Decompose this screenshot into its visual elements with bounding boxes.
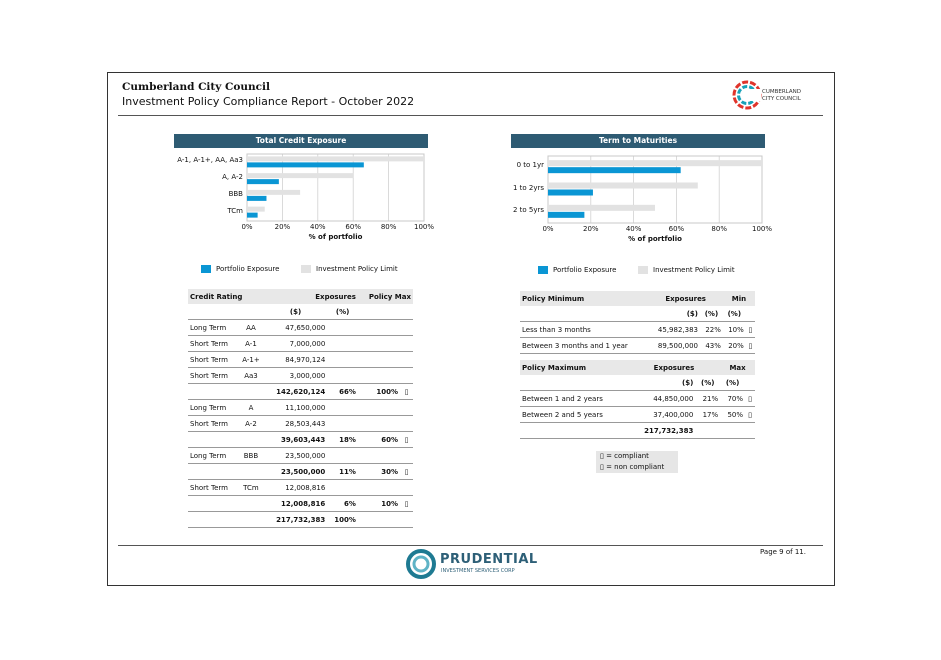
term-cell (188, 432, 238, 448)
credit-chart-title: Total Credit Exposure (174, 134, 428, 148)
col-policy-max: Policy Max (358, 289, 413, 304)
max-cell (358, 352, 400, 368)
legend-exposure-label: Portfolio Exposure (216, 265, 280, 273)
legend-limit-label: Investment Policy Limit (316, 265, 398, 273)
amount-cell: 3,000,000 (264, 368, 327, 384)
category-label: 2 to 5yrs (512, 205, 544, 214)
x-tick-label: 100% (413, 223, 434, 231)
table-row (188, 336, 413, 352)
term-label: Between 3 months and 1 year (520, 338, 648, 354)
term-cell: Long Term (188, 320, 238, 336)
bar-portfolio-exposure (247, 162, 364, 167)
compliance-mark (400, 512, 413, 528)
category-label: A-1, A-1+, AA, Aa3 (177, 156, 243, 165)
amount-cell: 84,970,124 (264, 352, 327, 368)
max-cell (358, 400, 400, 416)
pct-cell: 21% (695, 391, 720, 407)
x-tick-label: 20% (583, 225, 599, 233)
compliance-mark: ▯ (746, 338, 755, 354)
term-cell: Short Term (188, 368, 238, 384)
table-subheader-row (188, 304, 413, 320)
max-cell (358, 512, 400, 528)
policy-maximum-table (520, 360, 755, 439)
pct-cell: 66% (327, 384, 358, 400)
term-cell (188, 464, 238, 480)
bar-policy-limit (548, 205, 655, 211)
mark-cell (745, 423, 755, 439)
bar-portfolio-exposure (548, 212, 584, 218)
bar-policy-limit (247, 190, 300, 195)
mark-cell (400, 448, 413, 464)
rating-cell (238, 384, 264, 400)
x-tick-label: 40% (310, 223, 326, 231)
table-row (188, 320, 413, 336)
pct-cell (327, 480, 358, 496)
x-axis-label: % of portfolio (308, 233, 363, 241)
bar-policy-limit (247, 207, 265, 212)
col-policy-minimum: Policy Minimum (520, 291, 648, 306)
rating-cell: TCm (238, 480, 264, 496)
term-cell: Long Term (188, 448, 238, 464)
table-row (188, 416, 413, 432)
subtotal-row (188, 432, 413, 448)
prudential-logo (406, 549, 546, 579)
table-header-row (188, 289, 413, 304)
x-tick-label: 40% (625, 225, 642, 233)
table-row (188, 352, 413, 368)
subtotal-row (188, 496, 413, 512)
policy-minimum-table (520, 291, 755, 354)
rating-cell: AA (238, 320, 264, 336)
mark-cell (400, 336, 413, 352)
bar-portfolio-exposure (247, 179, 279, 184)
col-exposures: Exposures (264, 289, 358, 304)
report-page (107, 72, 835, 586)
term-label: Less than 3 months (520, 322, 648, 338)
compliance-key (596, 451, 678, 473)
subtotal-row (188, 384, 413, 400)
limit-cell: 10% (723, 322, 746, 338)
x-tick-label: 60% (668, 225, 685, 233)
pct-cell: 18% (327, 432, 358, 448)
max-cell (358, 368, 400, 384)
table-row (188, 368, 413, 384)
category-label: BBB (228, 189, 243, 198)
mark-cell (400, 320, 413, 336)
col-amount-unit: ($) (264, 304, 327, 320)
compliance-mark: ▯ (400, 464, 413, 480)
min-sub-pct: (%) (700, 306, 723, 322)
bar-policy-limit (247, 156, 424, 161)
amount-cell: 217,732,383 (628, 423, 696, 439)
bar-policy-limit (548, 160, 762, 166)
max-header-row (520, 360, 755, 375)
max-cell (358, 416, 400, 432)
amount-cell: 7,000,000 (264, 336, 327, 352)
limit-cell (720, 423, 745, 439)
bar-portfolio-exposure (247, 213, 258, 218)
table-row (520, 338, 755, 354)
maturity-chart-title: Term to Maturities (511, 134, 765, 148)
x-tick-label: 0% (241, 223, 253, 231)
term-cell: Short Term (188, 336, 238, 352)
rating-cell: A (238, 400, 264, 416)
bar-portfolio-exposure (247, 196, 266, 201)
x-tick-label: 0% (542, 225, 554, 233)
term-cell (188, 512, 238, 528)
x-tick-label: 100% (751, 225, 772, 233)
table-row (520, 391, 755, 407)
term-cell (188, 384, 238, 400)
max-sub-amount: ($) (628, 375, 696, 391)
compliance-mark: ▯ (400, 496, 413, 512)
limit-cell: 50% (720, 407, 745, 423)
mark-cell (400, 416, 413, 432)
subtotal-row (188, 464, 413, 480)
amount-cell: 47,650,000 (264, 320, 327, 336)
term-label (520, 423, 628, 439)
prudential-sub: INVESTMENT SERVICES CORP (441, 568, 515, 574)
term-cell: Short Term (188, 352, 238, 368)
max-sub-limit: (%) (720, 375, 745, 391)
pct-cell: 100% (327, 512, 358, 528)
category-label: 0 to 1yr (516, 161, 544, 170)
prudential-name: PRUDENTIAL (440, 552, 538, 567)
key-non-compliant: ▯ = non compliant (600, 463, 665, 471)
pct-cell (327, 352, 358, 368)
legend-exposure-swatch (201, 265, 211, 273)
chart-svg-1 (548, 156, 763, 226)
page-number: Page 9 of 11. (760, 548, 806, 556)
pct-cell: 11% (327, 464, 358, 480)
table-row (520, 407, 755, 423)
table-row (520, 322, 755, 338)
council-logo (732, 79, 802, 113)
max-sub-pct: (%) (695, 375, 720, 391)
term-label: Between 1 and 2 years (520, 391, 628, 407)
col-credit-rating: Credit Rating (188, 289, 264, 304)
pct-cell (327, 400, 358, 416)
rating-cell (238, 464, 264, 480)
min-sub-amount: ($) (648, 306, 700, 322)
col-min-exposures: Exposures (648, 291, 722, 306)
legend-exposure-label-2: Portfolio Exposure (553, 266, 617, 274)
pct-cell (327, 336, 358, 352)
report-subtitle: Investment Policy Compliance Report - October 2022 (122, 95, 415, 108)
category-label: TCm (227, 206, 243, 215)
col-min: Min (723, 291, 755, 306)
rating-cell (238, 496, 264, 512)
legend-exposure-swatch-2 (538, 266, 548, 274)
rating-cell: A-1+ (238, 352, 264, 368)
bar-policy-limit (548, 183, 698, 189)
max-cell: 60% (358, 432, 400, 448)
category-label: 1 to 2yrs (512, 183, 544, 192)
amount-cell: 23,500,000 (264, 464, 327, 480)
amount-cell: 23,500,000 (264, 448, 327, 464)
pct-cell: 6% (327, 496, 358, 512)
amount-cell: 217,732,383 (264, 512, 327, 528)
pct-cell (327, 448, 358, 464)
term-cell: Short Term (188, 480, 238, 496)
max-cell: 10% (358, 496, 400, 512)
min-sub-limit: (%) (723, 306, 746, 322)
term-label: Between 2 and 5 years (520, 407, 628, 423)
pct-cell (327, 368, 358, 384)
min-subheader-row (520, 306, 755, 322)
limit-cell: 70% (720, 391, 745, 407)
rating-cell: BBB (238, 448, 264, 464)
bar-portfolio-exposure (548, 167, 681, 173)
limit-cell: 20% (723, 338, 746, 354)
pct-cell: 22% (700, 322, 723, 338)
col-policy-maximum: Policy Maximum (520, 360, 628, 375)
total-row (520, 423, 755, 439)
min-header-row (520, 291, 755, 306)
report-title: Cumberland City Council (122, 81, 271, 93)
max-subheader-row (520, 375, 755, 391)
amount-cell: 28,503,443 (264, 416, 327, 432)
amount-cell: 142,620,124 (264, 384, 327, 400)
legend-limit-label-2: Investment Policy Limit (653, 266, 735, 274)
max-cell: 30% (358, 464, 400, 480)
col-max-exposures: Exposures (628, 360, 720, 375)
table-row (188, 400, 413, 416)
amount-cell: 44,850,000 (628, 391, 696, 407)
rating-cell: A-2 (238, 416, 264, 432)
header-divider (118, 115, 823, 116)
col-max: Max (720, 360, 755, 375)
pct-cell (327, 320, 358, 336)
col-pct-unit: (%) (327, 304, 358, 320)
table-row (188, 480, 413, 496)
footer-divider (118, 545, 823, 546)
max-cell (358, 448, 400, 464)
amount-cell: 12,008,816 (264, 480, 327, 496)
term-cell: Short Term (188, 416, 238, 432)
max-cell: 100% (358, 384, 400, 400)
amount-cell: 12,008,816 (264, 496, 327, 512)
mark-cell (400, 480, 413, 496)
term-cell: Long Term (188, 400, 238, 416)
mark-cell (400, 352, 413, 368)
x-tick-label: 20% (274, 223, 291, 231)
bar-portfolio-exposure (548, 190, 593, 196)
amount-cell: 89,500,000 (648, 338, 700, 354)
category-label: A, A-2 (222, 173, 243, 182)
amount-cell: 11,100,000 (264, 400, 327, 416)
rating-cell: Aa3 (238, 368, 264, 384)
pct-cell (695, 423, 720, 439)
prudential-logo-icon (406, 549, 436, 579)
x-tick-label: 80% (380, 223, 397, 231)
mark-cell (400, 400, 413, 416)
council-logo-line2: CITY COUNCIL (762, 96, 801, 102)
amount-cell: 45,982,383 (648, 322, 700, 338)
x-tick-label: 80% (711, 225, 727, 233)
compliance-mark: ▯ (746, 322, 755, 338)
max-cell (358, 336, 400, 352)
compliance-mark: ▯ (400, 384, 413, 400)
credit-rating-table (188, 289, 413, 528)
x-tick-label: 60% (345, 223, 361, 231)
council-logo-icon (732, 79, 762, 111)
amount-cell: 37,400,000 (628, 407, 696, 423)
term-cell (188, 496, 238, 512)
pct-cell (327, 416, 358, 432)
legend-limit-swatch (301, 265, 311, 273)
bar-policy-limit (247, 173, 353, 178)
x-axis-label: % of portfolio (628, 235, 682, 243)
rating-cell: A-1 (238, 336, 264, 352)
pct-cell: 17% (695, 407, 720, 423)
council-logo-line1: CUMBERLAND (762, 89, 801, 95)
pct-cell: 43% (700, 338, 723, 354)
amount-cell: 39,603,443 (264, 432, 327, 448)
table-row (188, 448, 413, 464)
chart-svg-0 (247, 154, 427, 224)
legend-limit-swatch-2 (638, 266, 648, 274)
max-cell (358, 480, 400, 496)
rating-cell (238, 432, 264, 448)
max-cell (358, 320, 400, 336)
key-compliant: ▯ = compliant (600, 452, 649, 460)
compliance-mark: ▯ (745, 391, 755, 407)
compliance-mark: ▯ (400, 432, 413, 448)
compliance-mark: ▯ (745, 407, 755, 423)
rating-cell (238, 512, 264, 528)
mark-cell (400, 368, 413, 384)
total-row (188, 512, 413, 528)
